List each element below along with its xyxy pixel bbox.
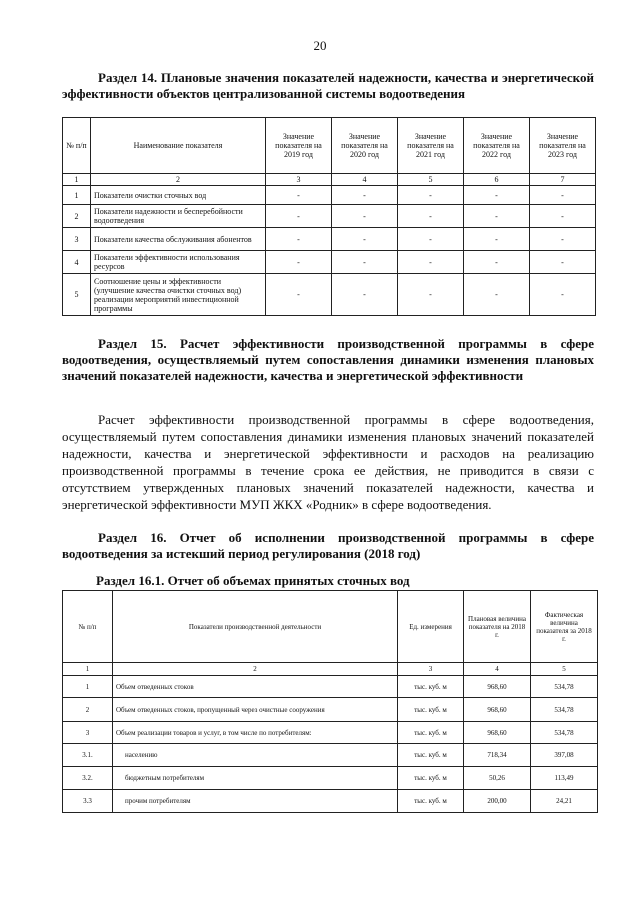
col-number: 2: [113, 663, 398, 676]
table-row: [63, 274, 596, 316]
plan-value: 200,00: [464, 790, 531, 813]
col-number: 1: [63, 174, 91, 186]
section-16-heading: [62, 530, 594, 562]
section-16-title: Раздел 16. Отчет об исполнении производственной программы в сфере водоотведения за истекший период регулирования (2018 год): [62, 530, 594, 561]
col-number: 3: [266, 174, 332, 186]
col-number: 2: [91, 174, 266, 186]
row-number: 1: [63, 186, 91, 205]
plan-value: 968,60: [464, 698, 531, 722]
col-header: № п/п: [63, 591, 113, 663]
col-header: Значение показателя на 2019 год: [266, 118, 332, 174]
col-number-row: [63, 174, 596, 186]
unit-cell: тыс. куб. м: [398, 698, 464, 722]
plan-value: 718,34: [464, 744, 531, 767]
section-15-paragraph: Расчет эффективности производственной программы в сфере водоотведения, осуществляемый путем сопоставления динамики изменения плановых значений показателей надежности, качества и энергетической эффективности и расходов на реализацию производственной программы в течение срока ее действия, не приводится в связи с отсутствием утвержденных плановых значений показателей надежности, качества и энергетической эффективности МУП ЖКХ «Родник» в сфере водоотведения.: [62, 412, 594, 512]
indicator-name: Показатели надежности и бесперебойности водоотведения: [91, 205, 266, 228]
value-cell: -: [530, 274, 596, 316]
section-16-1-title: Раздел 16.1. Отчет об объемах принятых сточных вод: [96, 573, 410, 588]
section-14-title: Раздел 14. Плановые значения показателей надежности, качества и энергетической эффективности объектов централизованной системы водоотведения: [62, 70, 594, 101]
value-cell: -: [332, 186, 398, 205]
fact-value: 534,78: [531, 722, 598, 744]
indicator-name: прочим потребителям: [113, 790, 398, 813]
value-cell: -: [530, 186, 596, 205]
page-number: 20: [313, 38, 327, 53]
value-cell: -: [530, 205, 596, 228]
value-cell: -: [398, 274, 464, 316]
wastewater-volumes-table: [62, 590, 598, 813]
col-number: 4: [332, 174, 398, 186]
table-header-row: [63, 591, 598, 663]
unit-cell: тыс. куб. м: [398, 767, 464, 790]
plan-value: 50,26: [464, 767, 531, 790]
col-header: Показатели производственной деятельности: [113, 591, 398, 663]
col-header: Плановая величина показателя на 2018 г.: [464, 591, 531, 663]
indicator-name: Соотношение цены и эффективности (улучшение качества очистки сточных вод) реализации мероприятий инвестиционной программы: [91, 274, 266, 316]
unit-cell: тыс. куб. м: [398, 722, 464, 744]
col-number: 5: [398, 174, 464, 186]
section-15-heading: [62, 336, 594, 384]
value-cell: -: [266, 186, 332, 205]
col-header: Значение показателя на 2021 год: [398, 118, 464, 174]
value-cell: -: [398, 251, 464, 274]
value-cell: -: [398, 205, 464, 228]
col-header: Значение показателя на 2022 год: [464, 118, 530, 174]
col-number: 5: [531, 663, 598, 676]
row-number: 2: [63, 698, 113, 722]
value-cell: -: [530, 228, 596, 251]
indicators-table: [62, 117, 596, 316]
value-cell: -: [266, 205, 332, 228]
value-cell: -: [266, 251, 332, 274]
table-row: [63, 676, 598, 698]
fact-value: 113,49: [531, 767, 598, 790]
row-number: 2: [63, 205, 91, 228]
col-number: 7: [530, 174, 596, 186]
col-header: Наименование показателя: [91, 118, 266, 174]
row-number: 3.3: [63, 790, 113, 813]
value-cell: -: [464, 274, 530, 316]
unit-cell: тыс. куб. м: [398, 676, 464, 698]
table-row: [63, 251, 596, 274]
indicator-name: Показатели качества обслуживания абонентов: [91, 228, 266, 251]
fact-value: 534,78: [531, 676, 598, 698]
row-number: 3.1.: [63, 744, 113, 767]
row-number: 4: [63, 251, 91, 274]
col-header: Значение показателя на 2020 год: [332, 118, 398, 174]
indicator-name: Показатели эффективности использования ресурсов: [91, 251, 266, 274]
table-row: [63, 767, 598, 790]
unit-cell: тыс. куб. м: [398, 744, 464, 767]
value-cell: -: [332, 228, 398, 251]
table-row: [63, 744, 598, 767]
col-number: 6: [464, 174, 530, 186]
row-number: 5: [63, 274, 91, 316]
indicator-name: Объем реализации товаров и услуг, в том числе по потребителям:: [113, 722, 398, 744]
value-cell: -: [530, 251, 596, 274]
table-row: [63, 186, 596, 205]
table-row: [63, 228, 596, 251]
value-cell: -: [266, 274, 332, 316]
col-number: 1: [63, 663, 113, 676]
col-number: 4: [464, 663, 531, 676]
indicator-name: населению: [113, 744, 398, 767]
row-number: 3: [63, 722, 113, 744]
value-cell: -: [332, 205, 398, 228]
plan-value: 968,60: [464, 722, 531, 744]
indicator-name: Показатели очистки сточных вод: [91, 186, 266, 205]
value-cell: -: [464, 251, 530, 274]
fact-value: 24,21: [531, 790, 598, 813]
table-row: [63, 790, 598, 813]
value-cell: -: [464, 186, 530, 205]
indicator-name: Объем отведенных стоков: [113, 676, 398, 698]
value-cell: -: [398, 186, 464, 205]
col-header: Фактическая величина показателя за 2018 г.: [531, 591, 598, 663]
value-cell: -: [464, 228, 530, 251]
value-cell: -: [398, 228, 464, 251]
col-header: № п/п: [63, 118, 91, 174]
unit-cell: тыс. куб. м: [398, 790, 464, 813]
plan-value: 968,60: [464, 676, 531, 698]
section-15-title: Раздел 15. Расчет эффективности производственной программы в сфере водоотведения, осуществляемый путем сопоставления динамики изменения плановых значений показателей надежности, качества и энергетической эффективности: [62, 336, 594, 383]
fact-value: 534,78: [531, 698, 598, 722]
value-cell: -: [332, 274, 398, 316]
value-cell: -: [464, 205, 530, 228]
value-cell: -: [266, 228, 332, 251]
value-cell: -: [332, 251, 398, 274]
col-number: 3: [398, 663, 464, 676]
table-header-row: [63, 118, 596, 174]
col-header: Ед. измерения: [398, 591, 464, 663]
fact-value: 397,08: [531, 744, 598, 767]
row-number: 1: [63, 676, 113, 698]
table-row: [63, 698, 598, 722]
row-number: 3.2.: [63, 767, 113, 790]
col-header: Значение показателя на 2023 год: [530, 118, 596, 174]
section-14-heading: [62, 70, 594, 102]
table-row: [63, 205, 596, 228]
row-number: 3: [63, 228, 91, 251]
col-number-row: [63, 663, 598, 676]
indicator-name: Объем отведенных стоков, пропущенный через очистные сооружения: [113, 698, 398, 722]
table-row: [63, 722, 598, 744]
indicator-name: бюджетным потребителям: [113, 767, 398, 790]
